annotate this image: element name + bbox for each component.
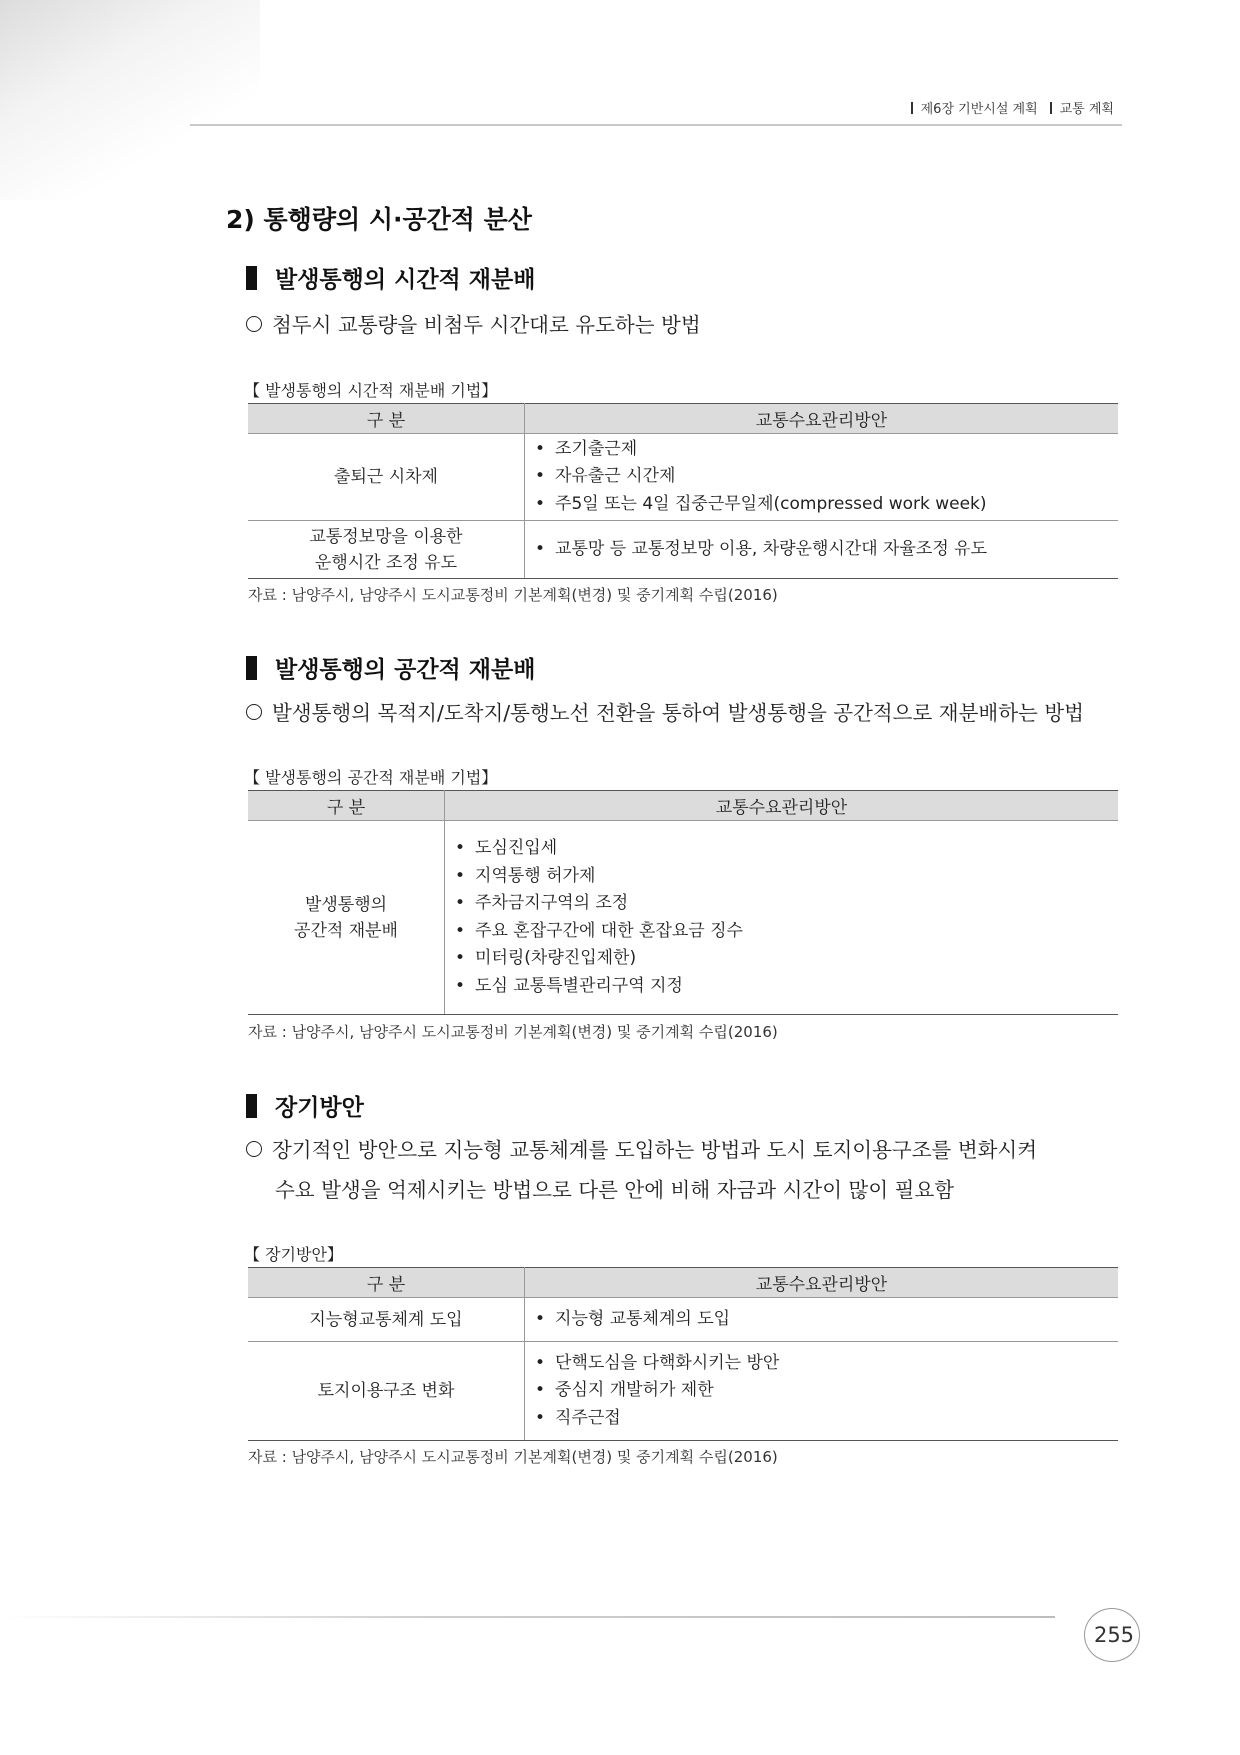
page-corner-decoration <box>0 0 260 200</box>
heading-marker-icon <box>246 656 257 680</box>
long-term-table <box>248 1267 1118 1441</box>
header-chapter: 제6장 기반시설 계획 <box>920 102 1038 117</box>
category-line: 토지이용구조 변화 <box>317 1381 455 1401</box>
heading-marker-icon <box>246 266 257 290</box>
list-item: • 미터링(차량진입제한) <box>455 945 1118 973</box>
column-header: 교통수요관리방안 <box>525 404 1119 434</box>
subsection-heading <box>246 651 535 684</box>
category-cell <box>248 821 445 1015</box>
category-cell <box>248 1298 525 1342</box>
measure-list <box>445 835 1118 1000</box>
table-row <box>248 1342 1118 1441</box>
column-header: 구 분 <box>248 1268 525 1298</box>
measures-cell <box>525 521 1119 579</box>
footer-rule <box>0 1616 1055 1618</box>
subsection-heading-text: 발생통행의 시간적 재분배 <box>275 267 536 293</box>
column-header: 구 분 <box>248 404 525 434</box>
column-header: 교통수요관리방안 <box>445 791 1119 821</box>
header-divider <box>911 102 913 114</box>
paragraph-text: 장기적인 방안으로 지능형 교통체계를 도입하는 방법과 도시 토지이용구조를 변화시켜 <box>272 1138 1038 1162</box>
heading-marker-icon <box>246 1094 257 1118</box>
list-item: • 지능형 교통체계의 도입 <box>535 1306 1118 1334</box>
table-row <box>248 434 1118 521</box>
body-paragraph <box>246 693 1126 733</box>
column-header: 교통수요관리방안 <box>525 1268 1119 1298</box>
list-item: • 주5일 또는 4일 집중근무일제(compressed work week) <box>535 491 1118 519</box>
source-note: 자료 : 남양주시, 남양주시 도시교통정비 기본계획(변경) 및 중기계획 수립(2016) <box>248 586 778 604</box>
body-paragraph <box>246 1130 1126 1210</box>
measure-list <box>525 536 1118 564</box>
category-cell <box>248 521 525 579</box>
column-header: 구 분 <box>248 791 445 821</box>
measure-list <box>525 436 1118 519</box>
category-cell <box>248 434 525 521</box>
measures-cell <box>525 1342 1119 1441</box>
measures-cell <box>525 434 1119 521</box>
paragraph-text: 첨두시 교통량을 비첨두 시간대로 유도하는 방법 <box>272 313 701 337</box>
circle-bullet-icon <box>246 316 262 332</box>
header-rule <box>190 124 1122 126</box>
section-title: 2) 통행량의 시·공간적 분산 <box>226 205 532 234</box>
list-item: • 도심진입세 <box>455 835 1118 863</box>
paragraph-text: 발생통행의 목적지/도착지/통행노선 전환을 통하여 발생통행을 공간적으로 재분배하는 방법 <box>272 701 1084 725</box>
measure-list <box>525 1350 1118 1433</box>
measures-cell <box>525 1298 1119 1342</box>
subsection-heading <box>246 1089 364 1122</box>
table-caption: 【 장기방안】 <box>244 1245 343 1264</box>
space-redistribution-table <box>248 790 1118 1015</box>
list-item: • 조기출근제 <box>535 436 1118 464</box>
page-number: 255 <box>1093 1623 1135 1647</box>
source-note: 자료 : 남양주시, 남양주시 도시교통정비 기본계획(변경) 및 중기계획 수립(2016) <box>248 1448 778 1466</box>
subsection-heading <box>246 261 535 294</box>
list-item: • 도심 교통특별관리구역 지정 <box>455 973 1118 1001</box>
header-divider <box>1050 102 1052 114</box>
category-line: 지능형교통체계 도입 <box>309 1309 463 1330</box>
header-section: 교통 계획 <box>1059 102 1114 117</box>
list-item: • 지역통행 허가제 <box>455 863 1118 891</box>
list-item: • 주요 혼잡구간에 대한 혼잡요금 징수 <box>455 918 1118 946</box>
category-cell <box>248 1342 525 1441</box>
running-header <box>899 98 1114 117</box>
body-paragraph <box>246 305 1126 345</box>
category-line: 공간적 재분배 <box>294 920 398 941</box>
table-row <box>248 821 1118 1015</box>
list-item: • 직주근접 <box>535 1405 1118 1433</box>
subsection-heading-text: 발생통행의 공간적 재분배 <box>275 657 536 683</box>
list-item: • 교통망 등 교통정보망 이용, 차량운행시간대 자율조정 유도 <box>535 536 1118 564</box>
paragraph-text: 수요 발생을 억제시키는 방법으로 다른 안에 비해 자금과 시간이 많이 필요함 <box>275 1178 955 1202</box>
circle-bullet-icon <box>246 704 262 720</box>
category-line: 출퇴근 시차제 <box>334 467 438 487</box>
list-item: • 단핵도심을 다핵화시키는 방안 <box>535 1350 1118 1378</box>
source-note: 자료 : 남양주시, 남양주시 도시교통정비 기본계획(변경) 및 중기계획 수립(2016) <box>248 1023 778 1041</box>
measure-list <box>525 1306 1118 1334</box>
category-line: 발생통행의 <box>304 894 388 915</box>
time-redistribution-table <box>248 403 1118 579</box>
table-caption: 【 발생통행의 시간적 재분배 기법】 <box>244 381 498 400</box>
category-line: 교통정보망을 이용한 <box>309 526 463 547</box>
table-row <box>248 521 1118 579</box>
list-item: • 중심지 개발허가 제한 <box>535 1377 1118 1405</box>
table-caption: 【 발생통행의 공간적 재분배 기법】 <box>244 768 498 787</box>
circle-bullet-icon <box>246 1141 262 1157</box>
subsection-heading-text: 장기방안 <box>275 1095 364 1121</box>
category-line: 운행시간 조정 유도 <box>314 552 458 573</box>
list-item: • 주차금지구역의 조정 <box>455 890 1118 918</box>
measures-cell <box>445 821 1119 1015</box>
list-item: • 자유출근 시간제 <box>535 463 1118 491</box>
table-row <box>248 1298 1118 1342</box>
